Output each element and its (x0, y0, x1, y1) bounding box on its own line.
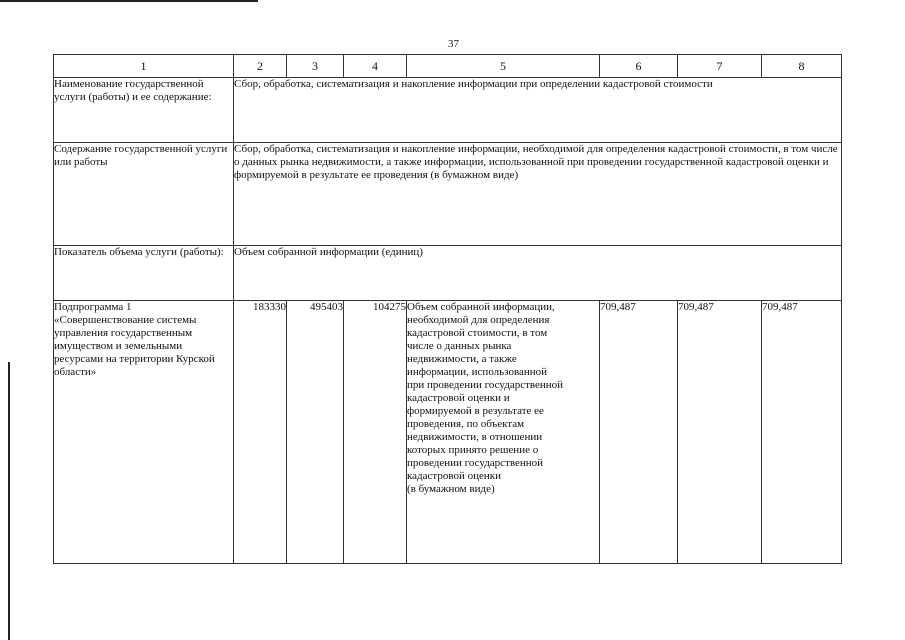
header-cell-7: 7 (678, 55, 762, 78)
service-name-text: Сбор, обработка, систематизация и накопление информации при определении кадастровой стоимости (234, 78, 842, 143)
header-cell-3: 3 (287, 55, 344, 78)
header-cell-1: 1 (54, 55, 234, 78)
service-name-label: Наименование государственной услуги (работы) и ее содержание: (54, 78, 234, 143)
page-number: 37 (448, 38, 459, 50)
table-header-row (54, 55, 842, 78)
volume-indicator-label: Показатель объема услуги (работы): (54, 246, 234, 301)
service-content-row (54, 143, 842, 246)
header-cell-5: 5 (407, 55, 600, 78)
volume-indicator-row (54, 246, 842, 301)
volume-indicator-text: Объем собранной информации (единиц) (234, 246, 842, 301)
subprogram-col3-value: 495403 (287, 301, 344, 564)
subprogram-row (54, 301, 842, 564)
subprogram-col8-value: 709,487 (762, 301, 842, 564)
subprogram-description: Объем собранной информации, необходимой для определения кадастровой стоимости, в том числе о данных рынка недвижимости, а также информации, использованной при проведении государственной кадастровой оценки и формируемой в результате ее проведения, по объектам недвижимости, в отношении которых принято решение о проведении государственной кадастровой оценки (в бумажном виде) (407, 301, 600, 564)
subprogram-col7-value: 709,487 (678, 301, 762, 564)
top-rule (0, 0, 258, 2)
service-content-label: Содержание государственной услуги или работы (54, 143, 234, 246)
service-content-text: Сбор, обработка, систематизация и накопление информации, необходимой для определения кадастровой стоимости, в том числе о данных рынка недвижимости, а также информации, использованной при проведении государственной кадастровой оценки и формируемой в результате ее проведения (в бумажном виде) (234, 143, 842, 246)
header-cell-4: 4 (344, 55, 407, 78)
left-margin-rule (8, 362, 10, 640)
subprogram-col4-value: 104275 (344, 301, 407, 564)
subprogram-col2-value: 183330 (234, 301, 287, 564)
header-cell-2: 2 (234, 55, 287, 78)
service-table (53, 54, 842, 564)
header-cell-6: 6 (600, 55, 678, 78)
header-cell-8: 8 (762, 55, 842, 78)
subprogram-col6-value: 709,487 (600, 301, 678, 564)
subprogram-label: Подпрограмма 1 «Совершенствование системы управления государственным имуществом и земельными ресурсами на территории Курской области» (54, 301, 234, 564)
service-name-row (54, 78, 842, 143)
